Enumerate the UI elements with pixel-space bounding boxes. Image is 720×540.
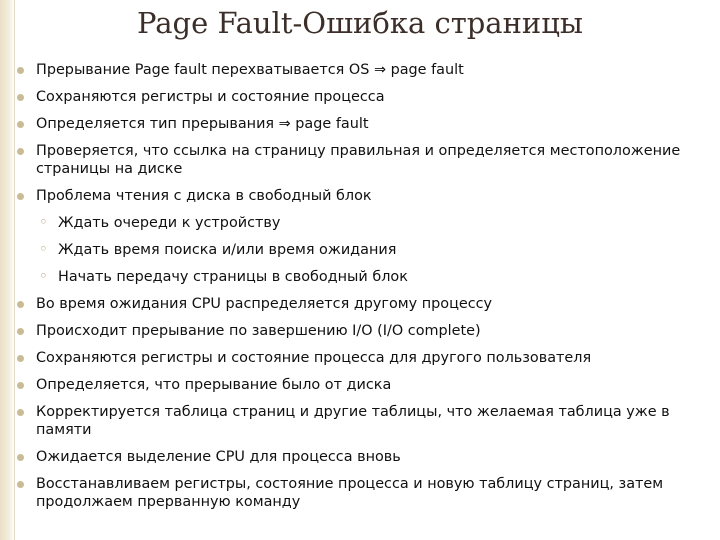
bullet-item: Проверяется, что ссылка на страницу правильная и определяется местоположение страницы на диске — [0, 142, 720, 178]
bullet-item: Определяется тип прерывания ⇒ page fault — [0, 115, 720, 133]
bullet-item: Сохраняются регистры и состояние процесса — [0, 88, 720, 106]
bullet-item: Происходит прерывание по завершению I/O (I/O complete) — [0, 322, 720, 340]
bullet-item: Проблема чтения с диска в свободный блок — [0, 187, 720, 205]
bullet-list — [0, 61, 720, 520]
bullet-item: Во время ожидания CPU распределяется другому процессу — [0, 295, 720, 313]
bullet-item: Ожидается выделение CPU для процесса вновь — [0, 448, 720, 466]
sub-bullet-item: ◦ Ждать время поиска и/или время ожидания — [0, 241, 720, 259]
bullet-item: Прерывание Page fault перехватывается OS ⇒ page fault — [0, 61, 720, 79]
bullet-item: Восстанавливаем регистры, состояние процесса и новую таблицу страниц, затем продолжаем прерванную команду — [0, 475, 720, 511]
bullet-item: Корректируется таблица страниц и другие таблицы, что желаемая таблица уже в памяти — [0, 403, 720, 439]
sub-bullet-item: ◦ Ждать очереди к устройству — [0, 214, 720, 232]
bullet-item: Определяется, что прерывание было от диска — [0, 376, 720, 394]
sub-bullet-item: ◦ Начать передачу страницы в свободный блок — [0, 268, 720, 286]
slide-title: Page Fault-Ошибка страницы — [137, 6, 583, 40]
bullet-item: Сохраняются регистры и состояние процесса для другого пользователя — [0, 349, 720, 367]
